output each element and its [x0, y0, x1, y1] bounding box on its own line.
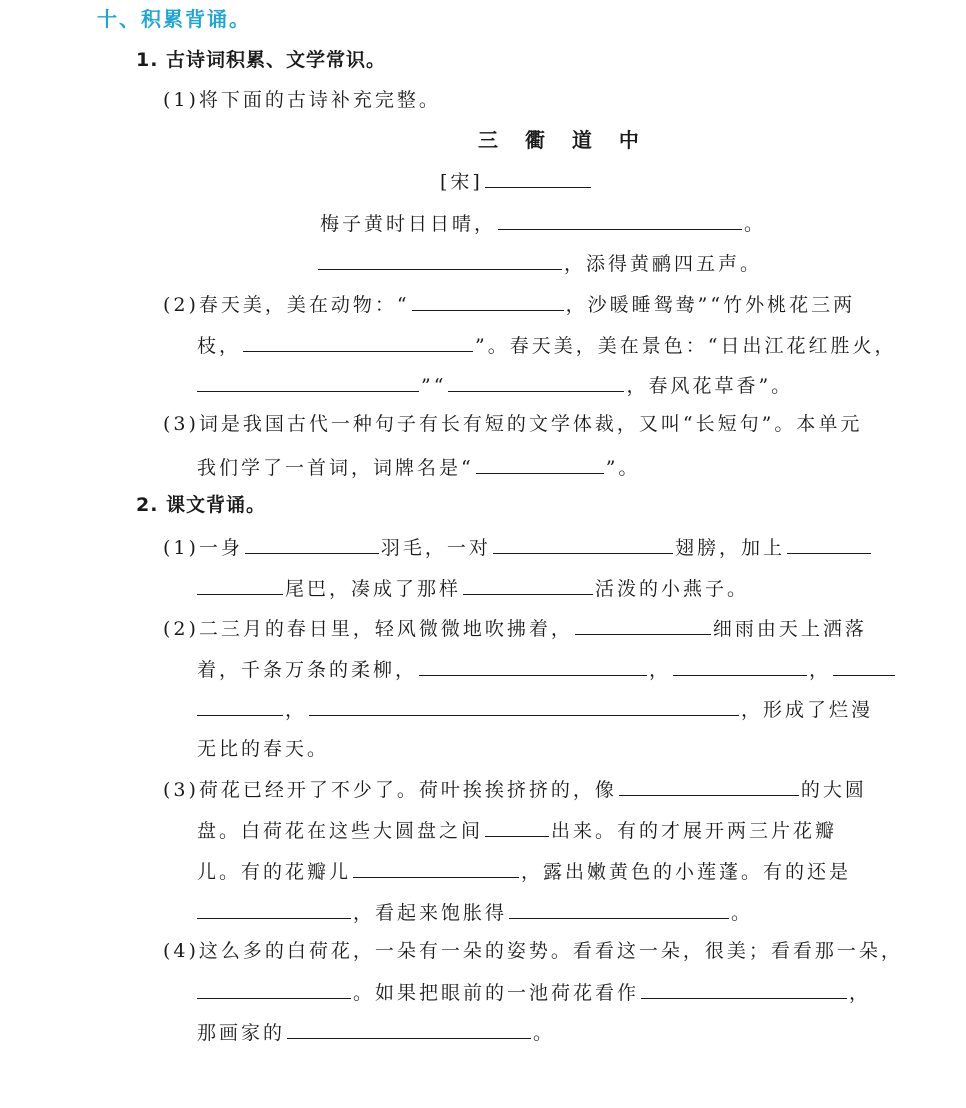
fill-blank[interactable] [309, 695, 739, 716]
text: (2)春天美，美在动物：“ [163, 294, 410, 316]
text: 活泼的小燕子。 [595, 578, 750, 600]
text: (1)一身 [163, 537, 243, 559]
text: 我们学了一首词，词牌名是“ [197, 457, 474, 479]
text: 着，千条万条的柔柳， [197, 659, 418, 681]
poem-line-1-text: 梅子黄时日日晴， [320, 213, 497, 235]
fill-blank[interactable] [619, 775, 799, 796]
poem-line-2-text: ，添得黄鹂四五声。 [564, 253, 763, 275]
q2-part2-line-1 [163, 614, 867, 642]
q1-part3-line-2 [197, 453, 640, 481]
text: 枝， [197, 335, 242, 357]
q1-part3-line-1: (3)词是我国古代一种句子有长有短的文学体裁，又叫“长短句”。本单元 [163, 413, 863, 435]
q1-part2-line-3 [195, 371, 793, 399]
section-title: 十、积累背诵。 [97, 7, 251, 31]
text: 翅膀，加上 [674, 537, 785, 559]
fill-blank[interactable] [448, 371, 624, 392]
text: 。如果把眼前的一池荷花看作 [353, 982, 640, 1004]
fill-blank[interactable] [287, 1018, 531, 1039]
poem-dynasty: [宋] [440, 171, 483, 193]
fill-blank[interactable] [787, 533, 871, 554]
fill-blank[interactable] [243, 331, 473, 352]
text: 儿。有的花瓣儿 [197, 861, 352, 883]
fill-blank[interactable] [673, 655, 807, 676]
text: 的大圆 [800, 779, 867, 801]
question-1-heading: 1. 古诗词积累、文学常识。 [136, 49, 387, 71]
fill-blank[interactable] [463, 574, 593, 595]
poem-author-line [440, 167, 593, 195]
q2-part1-line-2 [195, 574, 749, 602]
text: 。 [731, 902, 754, 924]
q2-part2-line-2 [197, 655, 897, 683]
text: ”“ [421, 375, 447, 397]
q2-part2-line-3 [195, 695, 873, 723]
poem-line-1-end: 。 [744, 213, 767, 235]
fill-blank[interactable] [197, 574, 283, 595]
text: ，露出嫩黄色的小莲蓬。有的还是 [521, 861, 852, 883]
fill-blank[interactable] [476, 453, 604, 474]
text: 那画家的 [197, 1022, 286, 1044]
text: ， [285, 699, 308, 721]
text: ，形成了烂漫 [741, 699, 874, 721]
text: ，沙暖睡鸳鸯”“竹外桃花三两 [565, 294, 856, 316]
poem-line-1-blank[interactable] [498, 209, 742, 230]
text: (2)二三月的春日里，轻风微微地吹拂着， [163, 618, 573, 640]
q1-part1-prompt: (1)将下面的古诗补充完整。 [163, 89, 441, 111]
q1-part2-line-1 [163, 290, 855, 318]
q2-part4-line-2 [195, 978, 871, 1006]
fill-blank[interactable] [197, 371, 419, 392]
text: 尾巴，凑成了那样 [285, 578, 462, 600]
fill-blank[interactable] [245, 533, 379, 554]
fill-blank[interactable] [485, 816, 549, 837]
poem-line-1 [320, 209, 766, 237]
q2-part3-line-1 [163, 775, 867, 803]
poem-line-2-blank[interactable] [318, 249, 562, 270]
fill-blank[interactable] [197, 898, 351, 919]
text: ，看起来饱胀得 [353, 902, 508, 924]
fill-blank[interactable] [353, 857, 519, 878]
fill-blank[interactable] [197, 695, 283, 716]
text: ，春风花草香”。 [626, 375, 794, 397]
fill-blank[interactable] [419, 655, 647, 676]
text: 羽毛，一对 [380, 537, 491, 559]
poem-author-blank[interactable] [485, 167, 591, 188]
q2-part4-line-1: (4)这么多的白荷花，一朵有一朵的姿势。看看这一朵，很美；看看那一朵， [163, 940, 903, 962]
question-2-heading: 2. 课文背诵。 [136, 494, 267, 516]
q2-part3-line-4 [195, 898, 753, 926]
text: 细雨由天上洒落 [712, 618, 867, 640]
poem-line-2 [316, 249, 762, 277]
fill-blank[interactable] [509, 898, 729, 919]
poem-title: 三 衢 道 中 [478, 128, 649, 152]
text: 盘。白荷花在这些大圆盘之间 [197, 820, 484, 842]
q2-part2-line-4: 无比的春天。 [197, 738, 330, 760]
text: ， [849, 982, 872, 1004]
q2-part3-line-2 [197, 816, 837, 844]
q2-part4-line-3 [197, 1018, 555, 1046]
fill-blank[interactable] [833, 655, 895, 676]
q1-part2-line-2 [197, 331, 896, 359]
fill-blank[interactable] [641, 978, 847, 999]
text: (3)荷花已经开了不少了。荷叶挨挨挤挤的，像 [163, 779, 617, 801]
fill-blank[interactable] [197, 978, 351, 999]
fill-blank[interactable] [412, 290, 564, 311]
fill-blank[interactable] [493, 533, 673, 554]
text: ”。 [605, 457, 641, 479]
q2-part1-line-1 [163, 533, 873, 561]
text: ， [809, 659, 832, 681]
text: ， [649, 659, 672, 681]
fill-blank[interactable] [575, 614, 711, 635]
text: 。 [533, 1022, 556, 1044]
q2-part3-line-3 [197, 857, 851, 885]
text: ”。春天美，美在景色：“日出江花红胜火， [475, 335, 897, 357]
text: 出来。有的才展开两三片花瓣 [551, 820, 838, 842]
